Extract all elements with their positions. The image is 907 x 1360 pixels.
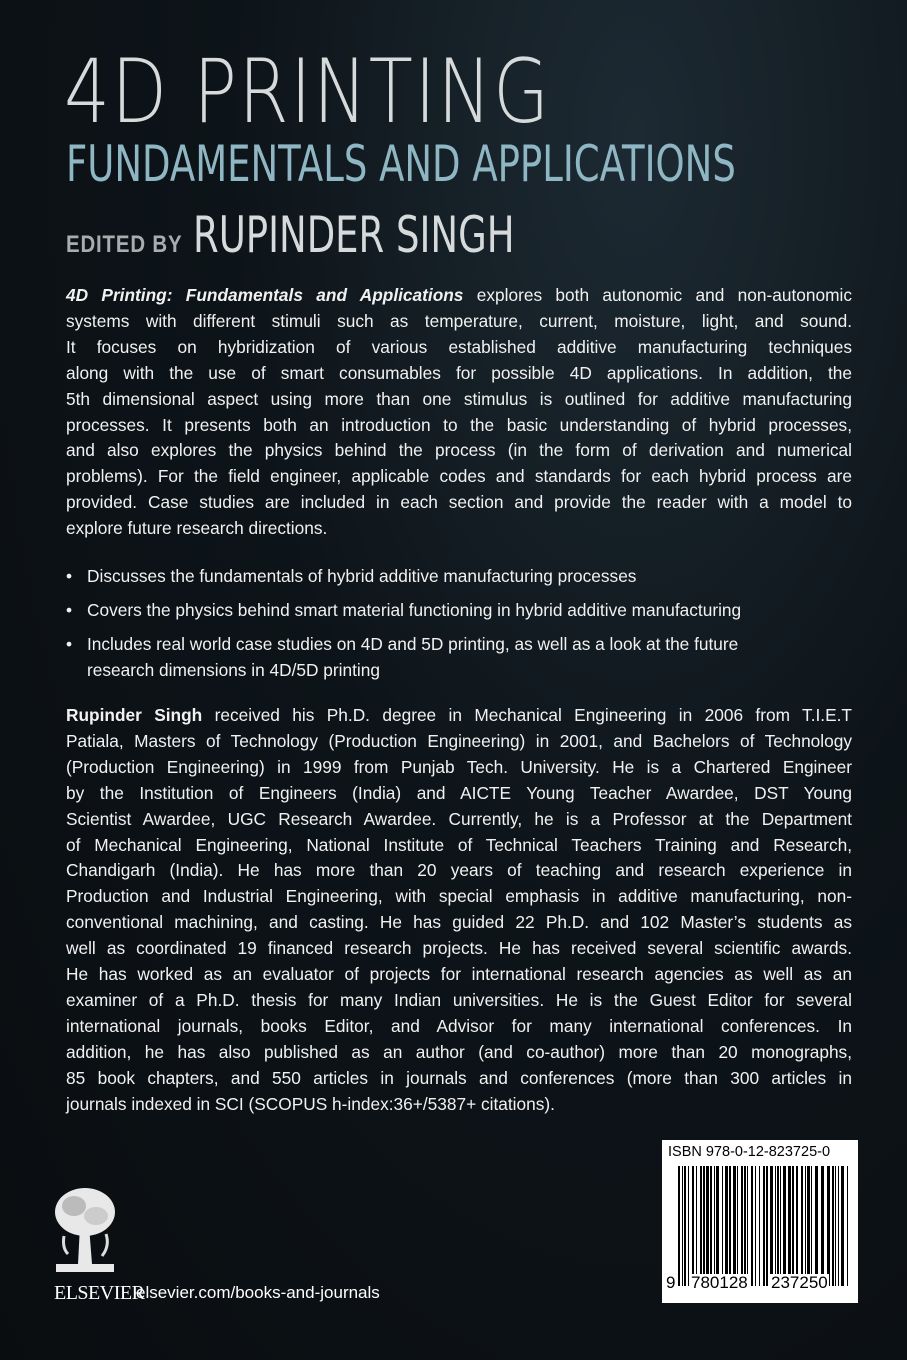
barcode-bar <box>811 1166 812 1286</box>
book-subtitle: FUNDAMENTALS AND APPLICATIONS <box>66 135 736 193</box>
barcode-bar <box>847 1166 848 1286</box>
publisher-url[interactable]: elsevier.com/books-and-journals <box>136 1283 380 1302</box>
barcode-bar <box>744 1166 746 1286</box>
bio-line: international journals, books Editor, and Advisor for many international conferences. In <box>66 1015 852 1036</box>
barcode-bar <box>763 1166 765 1286</box>
barcode-bar <box>678 1166 680 1286</box>
barcode-bar <box>710 1166 712 1286</box>
bio-line <box>66 703 852 729</box>
feature-item: • Includes real world case studies on 4D and 5D printing, as well as a look at the future research dimensions in 4D/5D printing <box>66 632 852 684</box>
barcode-bar <box>775 1166 776 1286</box>
elsevier-tree-logo <box>54 1186 116 1274</box>
bio-line: addition, he has also published as an author (and co-author) more than 20 monographs, <box>66 1041 852 1062</box>
barcode-bar <box>716 1166 719 1286</box>
book-title: 4D PRINTING <box>64 40 551 143</box>
barcode-bar <box>741 1166 743 1286</box>
barcode-bar <box>821 1166 824 1286</box>
bio-line: by the Institution of Engineers (India) and AICTE Young Teacher Awardee, DST Young <box>66 782 852 803</box>
description-line: 5th dimensional aspect using more than one stimulus is outlined for additive manufacturing <box>66 388 852 409</box>
barcode-bar <box>696 1166 697 1286</box>
barcode-bar <box>805 1166 806 1286</box>
bio-line: He has worked as an evaluator of projects for international research agencies as well as an <box>66 964 852 985</box>
barcode-bar <box>733 1166 736 1286</box>
author-name: Rupinder Singh <box>66 705 203 725</box>
barcode-bar <box>706 1166 709 1286</box>
bio-line: Patiala, Masters of Technology (Production Engineering) in 2001, and Bachelors of Technology <box>66 730 852 751</box>
barcode-bar <box>770 1166 773 1286</box>
barcode-bar <box>815 1166 818 1286</box>
feature-item: • Covers the physics behind smart material functioning in hybrid additive manufacturing <box>66 598 852 624</box>
edited-by-label: EDITED BY <box>66 231 183 258</box>
bio-line: examiner of a Ph.D. thesis for many Indian universities. He is the Guest Editor for several <box>66 989 852 1010</box>
description-line: It focuses on hybridization of various established additive manufacturing techniques <box>66 336 852 357</box>
bio-line: of Mechanical Engineering, National Institute of Technical Teachers Training and Research, <box>66 834 852 855</box>
barcode-digits-left: 780128 <box>691 1273 748 1292</box>
bio-line: well as coordinated 19 financed research projects. He has received several scientific awards. <box>66 938 852 959</box>
barcode-bar <box>751 1166 753 1286</box>
bio-line: journals indexed in SCI (SCOPUS h-index:36+/5387+ citations). <box>66 1093 555 1114</box>
barcode-bar <box>684 1166 686 1286</box>
barcode-bar <box>688 1166 689 1286</box>
author-bio <box>66 703 852 1118</box>
barcode-bar <box>796 1166 798 1286</box>
barcode-bars <box>678 1166 850 1286</box>
book-title-inline: 4D Printing: Fundamentals and Applications <box>66 285 464 305</box>
description-line: problems). For the field engineer, applicable codes and standards for each hybrid process are <box>66 466 852 487</box>
barcode-bar <box>766 1166 768 1286</box>
editor-line <box>66 206 628 273</box>
barcode-bar <box>700 1166 702 1286</box>
description-line: systems with different stimuli such as temperature, current, moisture, light, and sound. <box>66 310 852 331</box>
barcode-bar <box>692 1166 694 1286</box>
description-line: and also explores the physics behind the process (in the form of derivation and numerical <box>66 440 852 461</box>
feature-list <box>66 564 852 692</box>
publisher-name: ELSEVIER <box>54 1282 145 1304</box>
editor-name: RUPINDER SINGH <box>193 206 516 264</box>
barcode-bar <box>838 1166 839 1286</box>
bio-line: (Production Engineering) in 1999 from Punjab Tech. University. He is a Chartered Engineer <box>66 756 852 777</box>
bio-line: Chandigarh (India). He has more than 20 years of teaching and research experience in <box>66 860 852 881</box>
barcode-digit: 9 <box>666 1273 676 1292</box>
description-line: processes. It presents both an introduction to the basic understanding of hybrid processes, <box>66 414 852 435</box>
barcode-bar <box>755 1166 756 1286</box>
barcode-bar <box>722 1166 723 1286</box>
feature-item: • Discusses the fundamentals of hybrid additive manufacturing processes <box>66 564 852 590</box>
barcode-bar <box>788 1166 791 1286</box>
barcode-bar <box>729 1166 731 1286</box>
barcode-digits-right: 237250 <box>771 1273 828 1292</box>
barcode-bar <box>737 1166 738 1286</box>
barcode-bar <box>835 1166 836 1286</box>
barcode-bar <box>841 1166 844 1286</box>
barcode-bar <box>714 1166 715 1286</box>
barcode-bar <box>747 1166 748 1286</box>
barcode-bar <box>725 1166 728 1286</box>
barcode-bar <box>832 1166 834 1286</box>
barcode-bar <box>827 1166 830 1286</box>
bio-line: Scientist Awardee, UGC Research Awardee. Currently, he is a Professor at the Department <box>66 808 852 829</box>
description-text: explores both autonomic and non-autonomic <box>463 285 852 305</box>
barcode-bar <box>703 1166 705 1286</box>
barcode-bar <box>780 1166 781 1286</box>
barcode-bar <box>759 1166 760 1286</box>
description <box>66 283 852 542</box>
description-line <box>66 283 852 309</box>
bio-line: 85 book chapters, and 550 articles in journals and conferences (more than 300 articles in <box>66 1067 852 1088</box>
barcode-bar <box>807 1166 810 1286</box>
barcode-bar <box>682 1166 683 1286</box>
barcode-bar <box>777 1166 779 1286</box>
description-line: provided. Case studies are included in each section and provide the reader with a model to <box>66 492 852 513</box>
barcode-bar <box>792 1166 794 1286</box>
bio-line: Production and Industrial Engineering, with special emphasis in additive manufacturing, non- <box>66 886 852 907</box>
barcode-bar <box>783 1166 786 1286</box>
bio-line: conventional machining, and casting. He has guided 22 Ph.D. and 102 Master’s students as <box>66 912 852 933</box>
description-line: explore future research directions. <box>66 518 328 539</box>
isbn-barcode <box>662 1140 858 1303</box>
bio-text: received his Ph.D. degree in Mechanical Engineering in 2006 from T.I.E.T <box>202 705 852 725</box>
barcode-bar <box>801 1166 803 1286</box>
description-line: along with the use of smart consumables for possible 4D applications. In addition, the <box>66 362 852 383</box>
isbn-text: ISBN 978-0-12-823725-0 <box>668 1144 831 1160</box>
